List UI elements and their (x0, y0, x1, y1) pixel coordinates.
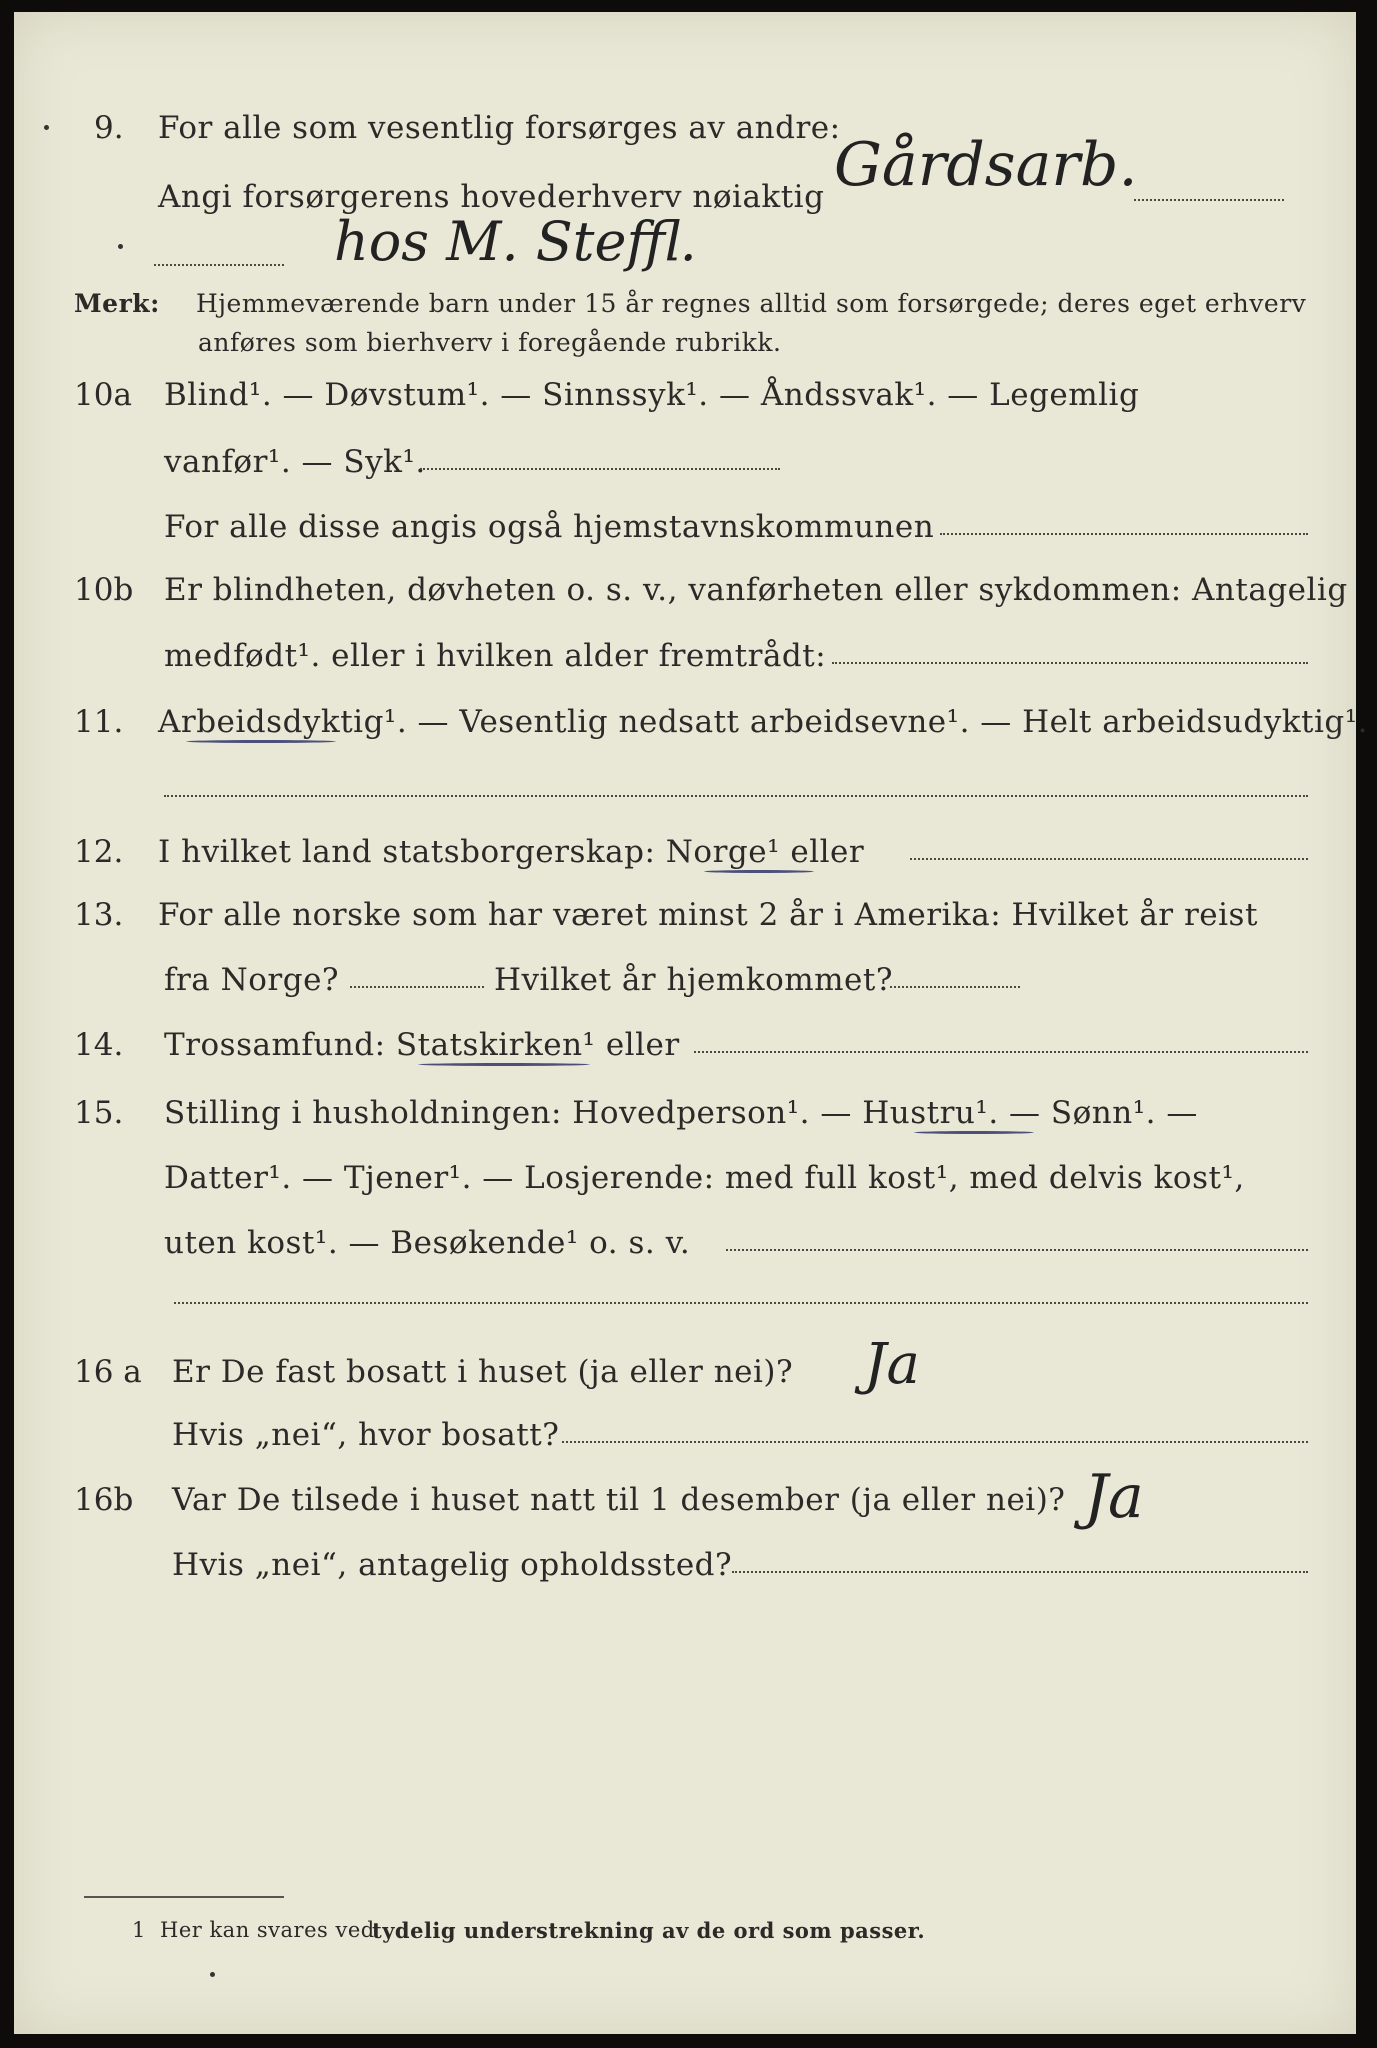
q12-answer-line (910, 858, 1308, 860)
q11-number: 11. (74, 704, 124, 740)
q16a-line2: Hvis „nei“, hvor bosatt? (172, 1417, 560, 1453)
q16a-line1: Er De fast bosatt i huset (ja eller nei)? (172, 1354, 794, 1390)
q16a-residence-line (562, 1441, 1308, 1443)
q11-line1: Arbeidsdyktig¹. — Vesentlig nedsatt arbeidsevne¹. — Helt arbeidsudyktig¹. (158, 704, 1369, 740)
q14-answer-line (694, 1051, 1308, 1053)
q13-departure-line (350, 986, 484, 988)
q10b-number: 10b (74, 572, 134, 608)
q15-handwritten-underline (914, 1131, 1034, 1134)
footnote-mark: 1 (132, 1918, 146, 1942)
q15-answer-line (726, 1249, 1308, 1251)
q10b-answer-line (832, 662, 1308, 664)
q10a-answer-line (420, 468, 780, 470)
q10b-line2: medfødt¹. eller i hvilken alder fremtrådt: (164, 638, 827, 674)
q13-line1: For alle norske som har været minst 2 år i Amerika: Hvilket år reist (158, 897, 1258, 933)
ink-speck (44, 125, 49, 130)
q12-line1: I hvilket land statsborgerskap: Norge¹ eller (158, 834, 865, 870)
ink-speck (118, 244, 123, 249)
q15-line3: uten kost¹. — Besøkende¹ o. s. v. (164, 1225, 691, 1261)
q11-handwritten-underline (186, 740, 336, 743)
q14-line1: Trossamfund: Statskirken¹ eller (164, 1027, 680, 1063)
q9-line1: For alle som vesentlig forsørges av andre: (158, 110, 841, 146)
footnote-text: Her kan svares ved (160, 1918, 375, 1942)
q13-number: 13. (74, 897, 124, 933)
q10a-line1: Blind¹. — Døvstum¹. — Sinnssyk¹. — Åndssvak¹. — Legemlig (164, 377, 1140, 413)
q16b-number: 16b (74, 1482, 134, 1518)
q12-number: 12. (74, 834, 124, 870)
q15-line1: Stilling i husholdningen: Hovedperson¹. — Hustru¹. — Sønn¹. — (164, 1095, 1198, 1131)
q16b-handwritten-answer: Ja (1084, 1462, 1144, 1532)
footnote-text-bold: tydelig understrekning av de ord som passer. (372, 1918, 926, 1943)
merk-line1: Hjemmeværende barn under 15 år regnes alltid som forsørgede; deres eget erhverv (196, 289, 1307, 318)
footnote-rule (84, 1896, 284, 1898)
ink-speck (210, 1972, 215, 1977)
q10a-line2: vanfør¹. — Syk¹. (164, 444, 426, 480)
q15-number: 15. (74, 1095, 124, 1131)
q12-handwritten-underline (704, 870, 814, 873)
q15-line2: Datter¹. — Tjener¹. — Losjerende: med full kost¹, med delvis kost¹, (164, 1160, 1245, 1196)
q9-handwritten-employer: hos M. Steffl. (334, 210, 697, 273)
q14-handwritten-underline (418, 1063, 590, 1066)
q14-number: 14. (74, 1027, 124, 1063)
q10a-number: 10a (74, 377, 132, 413)
q13-line2b: Hvilket år hjemkommet? (494, 962, 893, 998)
q16b-line2: Hvis „nei“, antagelig opholdssted? (172, 1547, 733, 1583)
merk-line2: anføres som bierhverv i foregående rubrikk. (198, 328, 782, 357)
q16a-handwritten-answer: Ja (864, 1332, 920, 1397)
q15-answer-line-2 (174, 1302, 1308, 1304)
q10a-hometown-line (940, 533, 1308, 535)
q9-number: 9. (94, 110, 124, 146)
q10a-line3: For alle disse angis også hjemstavnskommunen (164, 509, 935, 545)
q16b-line1: Var De tilsede i huset natt til 1 desember (ja eller nei)? (172, 1482, 1066, 1518)
census-form-page (14, 12, 1369, 2034)
q9-handwritten-occupation: Gårdsarb. (834, 130, 1138, 200)
q13-return-line (890, 986, 1020, 988)
q16b-whereabouts-line (732, 1571, 1308, 1573)
q16a-number: 16 a (74, 1354, 142, 1390)
q9-line2: Angi forsørgerens hovederhverv nøiaktig (158, 179, 825, 215)
q9-answer-line (1134, 199, 1284, 201)
q11-answer-line (164, 795, 1308, 797)
q9-answer-line-2 (154, 264, 284, 266)
merk-label: Merk: (74, 289, 160, 318)
q13-line2a: fra Norge? (164, 962, 340, 998)
q10b-line1: Er blindheten, døvheten o. s. v., vanførheten eller sykdommen: Antagelig (164, 572, 1348, 608)
